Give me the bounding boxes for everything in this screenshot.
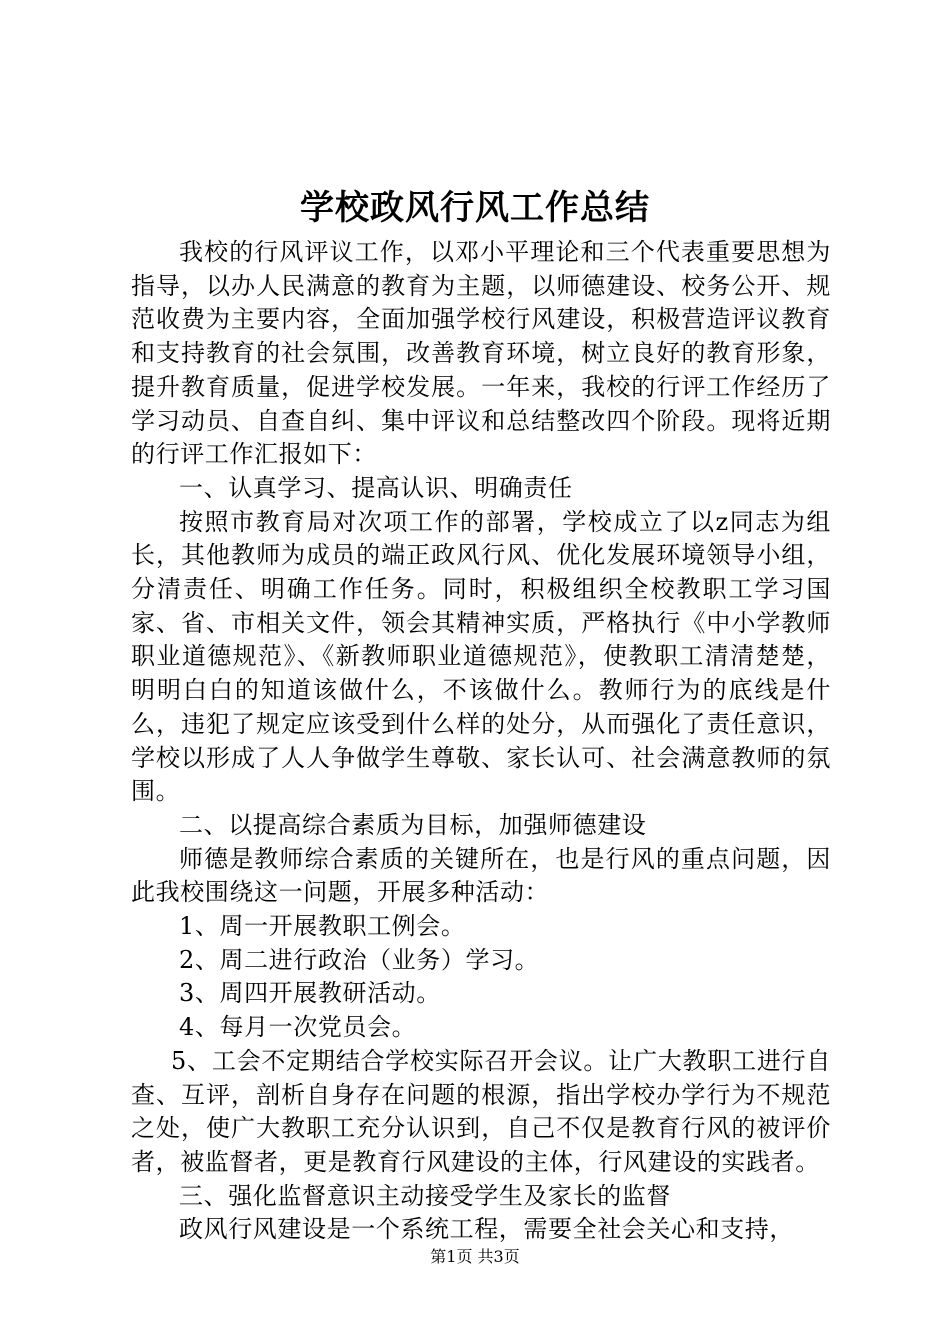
section-3-paragraph: 政风行风建设是一个系统工程，需要全社会关心和支持， <box>179 1215 794 1244</box>
section-2-paragraph: 师德是教师综合素质的关键所在，也是行风的重点问题，因此我校围绕这一问题，开展多种活动： <box>131 844 831 907</box>
list-item: 4、每月一次党员会。 <box>179 1013 417 1042</box>
section-heading-2: 二、以提高综合素质为目标，加强师德建设 <box>179 810 647 839</box>
page-footer: 第1页 共3页 <box>430 1247 520 1266</box>
section-heading-3: 三、强化监督意识主动接受学生及家长的监督 <box>179 1181 671 1210</box>
list-item: 3、周四开展教研活动。 <box>179 979 441 1008</box>
document-title: 学校政风行风工作总结 <box>300 188 650 228</box>
list-item: 5、工会不定期结合学校实际召开会议。让广大教职工进行自查、互评，剖析自身存在问题的根源，指出学校办学行为不规范之处，使广大教职工充分认识到，自己不仅是教育行风的被评价者，被监督者，更是教育行风建设的主体，行风建设的实践者。 <box>131 1046 831 1176</box>
list-item: 2、周二进行政治（业务）学习。 <box>179 945 540 974</box>
list-item: 1、周一开展教职工例会。 <box>179 912 466 941</box>
document-body <box>131 236 831 1247</box>
section-1-paragraph: 按照市教育局对次项工作的部署，学校成立了以z同志为组长，其他教师为成员的端正政风行风、优化发展环境领导小组，分清责任、明确工作任务。同时，积极组织全校教职工学习国家、省、市相关文件，领会其精神实质，严格执行《中小学教师职业道德规范》、《新教师职业道德规范》，使教职工清清楚楚，明明白白的知道该做什么，不该做什么。教师行为的底线是什么，违犯了规定应该受到什么样的处分，从而强化了责任意识，学校以形成了人人争做学生尊敬、家长认可、社会满意教师的氛围。 <box>131 507 831 806</box>
intro-paragraph: 我校的行风评议工作，以邓小平理论和三个代表重要思想为指导，以办人民满意的教育为主题，以师德建设、校务公开、规范收费为主要内容，全面加强学校行风建设，积极营造评议教育和支持教育的社会氛围，改善教育环境，树立良好的教育形象，提升教育质量，促进学校发展。一年来，我校的行评工作经历了学习动员、自查自纠、集中评议和总结整改四个阶段。现将近期的行评工作汇报如下： <box>131 238 831 469</box>
section-heading-1: 一、认真学习、提高认识、明确责任 <box>179 473 573 502</box>
